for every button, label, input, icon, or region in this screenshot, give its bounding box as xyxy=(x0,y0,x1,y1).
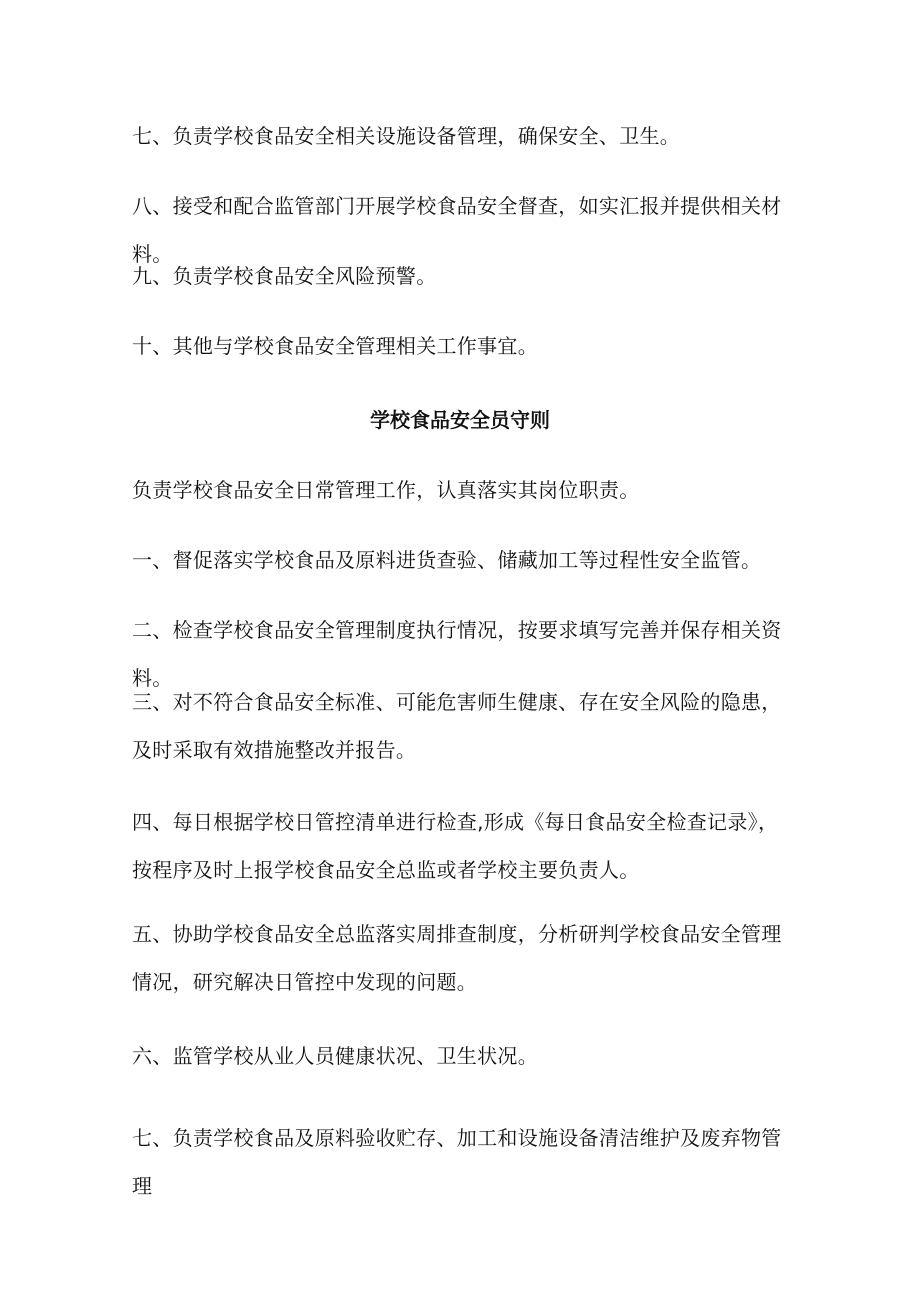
paragraph-b-4: 四、每日根据学校日管控清单进行检查,形成《每日食品安全检查记录》，按程序及时上报学校食品安全总监或者学校主要负责人。 xyxy=(132,810,779,882)
paragraph-a-9: 九、负责学校食品安全风险预警。 xyxy=(132,264,437,288)
paragraph-a-10: 十、其他与学校食品安全管理相关工作事宜。 xyxy=(132,334,538,358)
paragraph-a-7: 七、负责学校食品安全相关设施设备管理，确保安全、卫生。 xyxy=(132,124,681,148)
paragraph-b-3: 三、对不符合食品安全标准、可能危害师生健康、存在安全风险的隐患，及时采取有效措施整改并报告。 xyxy=(132,690,782,762)
paragraph-b-6: 六、监管学校从业人员健康状况、卫生状况。 xyxy=(132,1044,538,1068)
paragraph-b-2: 二、检查学校食品安全管理制度执行情况，按要求填写完善并保存相关资料。 xyxy=(132,618,782,690)
paragraph-b-1: 一、督促落实学校食品及原料进货查验、储藏加工等过程性安全监管。 xyxy=(132,548,762,572)
paragraph-b-5: 五、协助学校食品安全总监落实周排查制度，分析研判学校食品安全管理情况，研究解决日管控中发现的问题。 xyxy=(132,922,782,994)
section-title: 学校食品安全员守则 xyxy=(370,408,550,432)
paragraph-intro: 负责学校食品安全日常管理工作，认真落实其岗位职责。 xyxy=(132,478,640,502)
paragraph-a-8: 八、接受和配合监管部门开展学校食品安全督查，如实汇报并提供相关材料。 xyxy=(132,194,782,266)
paragraph-b-7: 七、负责学校食品及原料验收贮存、加工和设施设备清洁维护及废弃物管理 xyxy=(132,1126,782,1198)
